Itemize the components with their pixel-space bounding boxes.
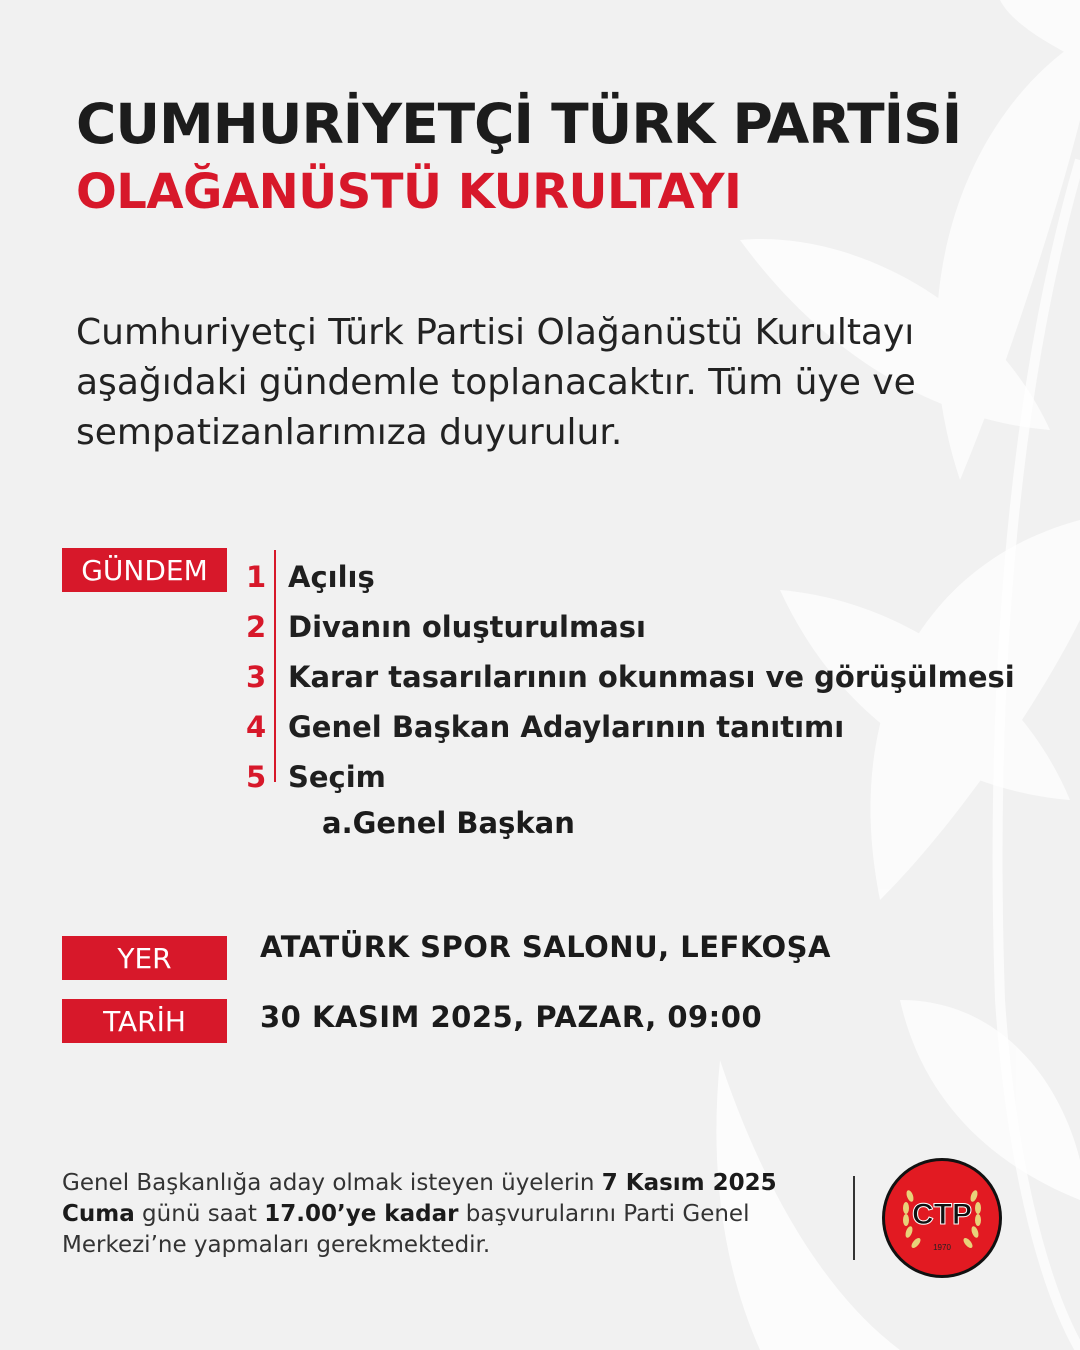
agenda-number: 1	[246, 560, 267, 594]
date-label: TARİH	[62, 999, 227, 1043]
agenda-item	[244, 752, 1015, 802]
agenda-list	[244, 552, 1015, 802]
logo-year: 1970	[933, 1243, 951, 1252]
page-subtitle: OLAĞANÜSTÜ KURULTAYI	[76, 164, 742, 220]
agenda-text: Divanın oluşturulması	[288, 610, 646, 644]
agenda-number: 3	[246, 660, 267, 694]
intro-text: Cumhuriyetçi Türk Partisi Olağanüstü Kurultayı aşağıdaki gündemle toplanacaktır. Tüm üye ve sempatizanlarımıza duyurulur.	[76, 312, 916, 453]
place-label: YER	[62, 936, 227, 980]
ctp-logo	[880, 1156, 1004, 1280]
agenda-text: Açılış	[288, 560, 375, 594]
place-value: ATATÜRK SPOR SALONU, LEFKOŞA	[260, 930, 831, 964]
agenda-text: Karar tasarılarının okunması ve görüşülmesi	[288, 660, 1015, 694]
date-value: 30 KASIM 2025, PAZAR, 09:00	[260, 1000, 763, 1034]
agenda-text: Seçim	[288, 760, 386, 794]
agenda-text: Genel Başkan Adaylarının tanıtımı	[288, 710, 845, 744]
page-title: CUMHURİYETÇİ TÜRK PARTİSİ	[76, 92, 962, 156]
logo-text: CTP	[912, 1198, 972, 1231]
agenda-item	[244, 602, 1015, 652]
agenda-item	[244, 652, 1015, 702]
agenda-sub-item: a.Genel Başkan	[322, 806, 575, 840]
footer-divider	[853, 1176, 855, 1260]
agenda-item	[244, 552, 1015, 602]
agenda-number: 4	[246, 710, 267, 744]
agenda-label: GÜNDEM	[62, 548, 227, 592]
agenda-number: 5	[246, 760, 267, 794]
agenda-item	[244, 702, 1015, 752]
agenda-number: 2	[246, 610, 267, 644]
footer-note: Genel Başkanlığa aday olmak isteyen üyelerin 7 Kasım 2025 Cuma günü saat 17.00’ye kadar başvurularını Parti Genel Merkezi’ne yapmaları gerekmektedir.	[62, 1170, 777, 1258]
